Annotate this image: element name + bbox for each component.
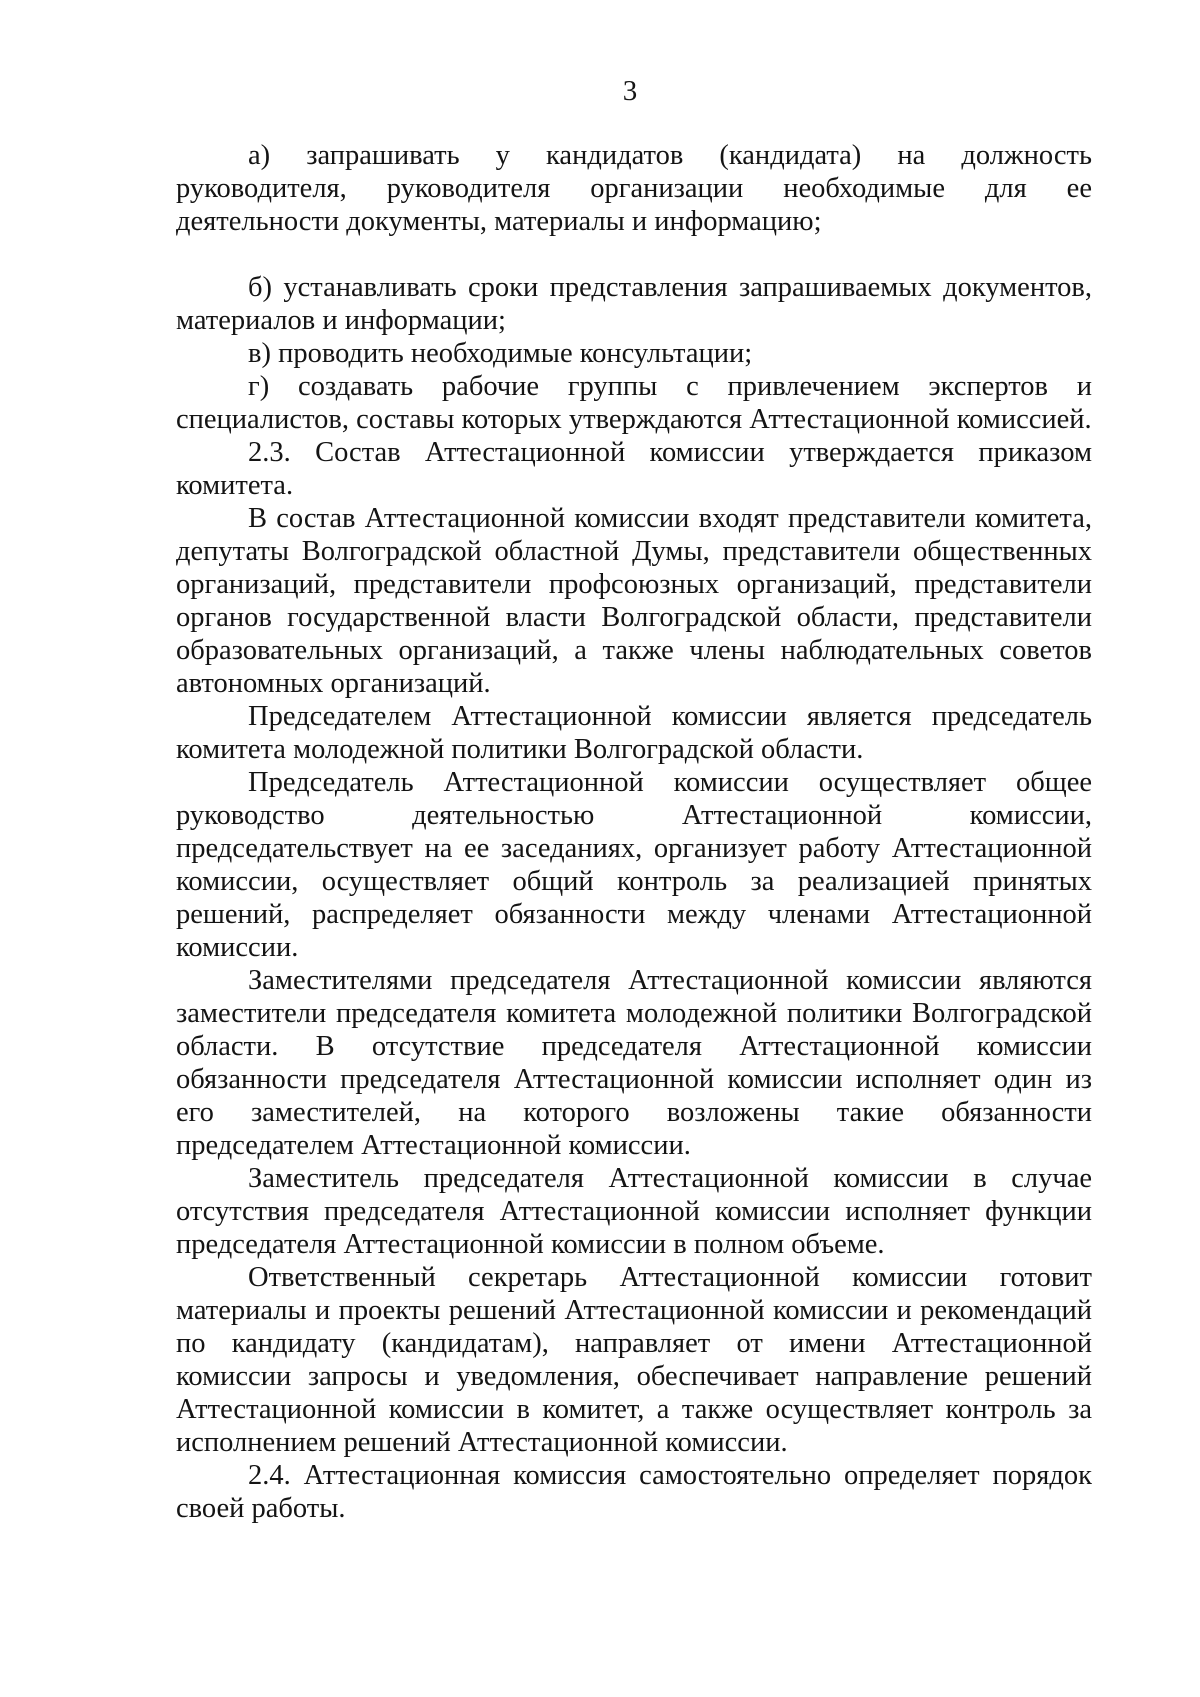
paragraph-2-2-v: в) проводить необходимые консультации; bbox=[248, 338, 753, 369]
paragraph-deputy-chairman-functions: Заместитель председателя Аттестационной комиссии в случае отсутствия председателя Аттестационной комиссии исполняет функции председателя Аттестационной комиссии в полном объеме. bbox=[176, 1163, 1092, 1260]
paragraph-secretary: Ответственный секретарь Аттестационной комиссии готовит материалы и проекты решений Аттестационной комиссии и рекомендаций по кандидату (кандидатам), направляет от имени Аттестационной комиссии запросы и уведомления, обеспечивает направление решений Аттестационной комиссии в комитет, а также осуществляет контроль за исполнением решений Аттестационной комиссии. bbox=[176, 1262, 1092, 1458]
paragraph-2-2-g: г) создавать рабочие группы с привлечением экспертов и специалистов, составы которых утверждаются Аттестационной комиссией. bbox=[176, 371, 1092, 435]
paragraph-chairman-duties: Председатель Аттестационной комиссии осуществляет общее руководство деятельностью Аттестационной комиссии, председательствует на ее заседаниях, организует работу Аттестационной комиссии, осуществляет общий контроль за реализацией принятых решений, распределяет обязанности между членами Аттестационной комиссии. bbox=[176, 767, 1092, 963]
paragraph-chairman: Председателем Аттестационной комиссии является председатель комитета молодежной политики Волгоградской области. bbox=[176, 701, 1092, 765]
paragraph-2-2-a: а) запрашивать у кандидатов (кандидата) на должность руководителя, руководителя организации необходимые для ее деятельности документы, материалы и информацию; bbox=[176, 140, 1092, 237]
paragraph-commission-composition: В состав Аттестационной комиссии входят представители комитета, депутаты Волгоградской областной Думы, представители общественных организаций, представители профсоюзных организаций, представители органов государственной власти Волгоградской области, представители образовательных организаций, а также члены наблюдательных советов автономных организаций. bbox=[176, 503, 1092, 699]
page-number: 3 bbox=[622, 75, 638, 107]
paragraph-2-3: 2.3. Состав Аттестационной комиссии утверждается приказом комитета. bbox=[176, 437, 1092, 501]
paragraph-2-4: 2.4. Аттестационная комиссия самостоятельно определяет порядок своей работы. bbox=[176, 1460, 1092, 1524]
document-body bbox=[176, 139, 1092, 1525]
paragraph-deputy-chairmen: Заместителями председателя Аттестационной комиссии являются заместители председателя комитета молодежной политики Волгоградской области. В отсутствие председателя Аттестационной комиссии обязанности председателя Аттестационной комиссии исполняет один из его заместителей, на которого возложены такие обязанности председателем Аттестационной комиссии. bbox=[176, 965, 1092, 1161]
paragraph-2-2-b: б) устанавливать сроки представления запрашиваемых документов, материалов и информации; bbox=[176, 272, 1092, 336]
